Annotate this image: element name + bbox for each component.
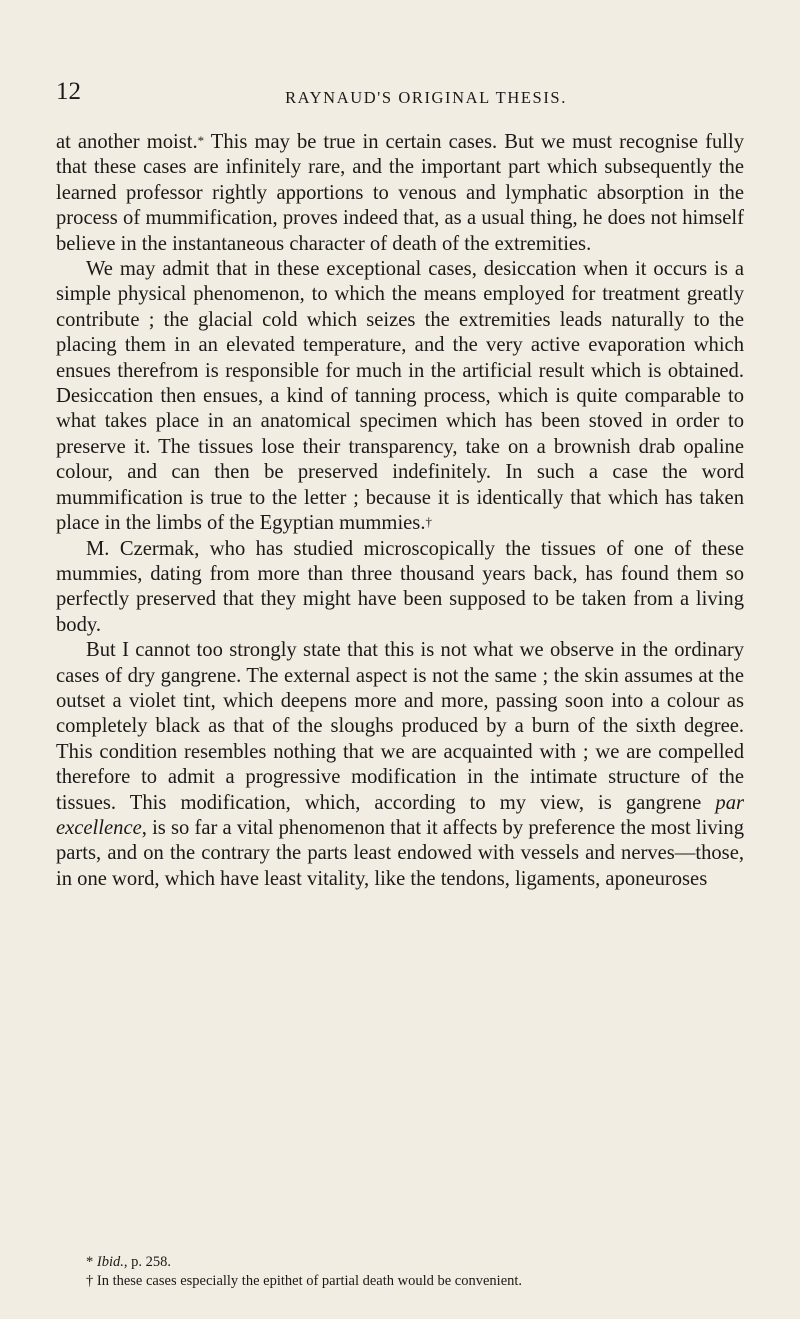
footnote [56,1272,744,1291]
page-number: 12 [56,78,81,105]
footnote [56,1253,744,1272]
body-text [56,130,744,892]
footnote-citation: Ibid. [96,1254,124,1270]
paragraph [56,257,744,536]
running-head: RAYNAUD'S ORIGINAL THESIS. [285,88,567,107]
paragraph-text: We may admit that in these exceptional cases, desiccation when it occurs is a simple physical phenomenon, to which the means employed for treatment greatly contribute ; the glacial cold which seizes the extremities leads naturally to the placing them in an elevated temperature, and the very active evaporation which ensues therefrom is responsible for much in the artificial result which is obtained. Desiccation then ensues, a kind of tanning process, which is quite comparable to what takes place in an anatomical specimen which has been stoved in order to preserve it. The tissues lose their transparency, take on a brownish drab opaline colour, and can then be preserved indefinitely. In such a case the word mummification is true to the letter ; because it is identically that which has taken place in the limbs of the Egyptian mummies. [56,258,744,535]
paragraph-text: at another moist. [56,131,198,153]
paragraph-text: But I cannot too strongly state that this is not what we observe in the ordinary cases of dry gangrene. The external aspect is not the same ; the skin assumes at the outset a violet tint, which deepens more and more, passing soon into a colour as completely black as that of the sloughs produced by a burn of the sixth degree. This condition resembles nothing that we are acquainted with ; we are compelled therefore to admit a progressive modification in the intimate structure of the tissues. This modification, which, according to my view, is gangrene [56,639,744,814]
footnote-marker: † [425,514,432,530]
footnotes [56,1253,744,1291]
page-header [56,78,746,112]
paragraph [56,130,744,257]
paragraph-text: This may be true in certain cases. But we must recognise fully that these cases are infinitely rare, and the important part which subsequently the learned professor rightly apportions to venous and lymphatic absorption in the process of mummification, proves indeed that, as a usual thing, he does not himself believe in the instantaneous character of death of the extremities. [56,131,744,255]
footnote-symbol: † [86,1273,97,1289]
paragraph [56,638,744,892]
paragraph-text: M. Czermak, who has studied microscopically the tissues of one of these mummies, dating from more than three thousand years back, has found them so perfectly preserved that they might have been supposed to be taken from a living body. [56,537,744,636]
italic-text: par excellence [56,791,744,839]
footnote-marker: * [197,133,205,148]
footnote-text: In these cases especially the epithet of partial death would be convenient. [96,1273,523,1289]
paragraph-text: , is so far a vital phenomenon that it affects by preference the most living parts, and on the contrary the parts least endowed with vessels and nerves—those, in one word, which have least vitality, like the tendons, ligaments, aponeuroses [56,816,744,890]
footnote-text: , p. 258. [123,1254,171,1270]
footnote-symbol: * [86,1254,97,1270]
paragraph [56,537,744,639]
